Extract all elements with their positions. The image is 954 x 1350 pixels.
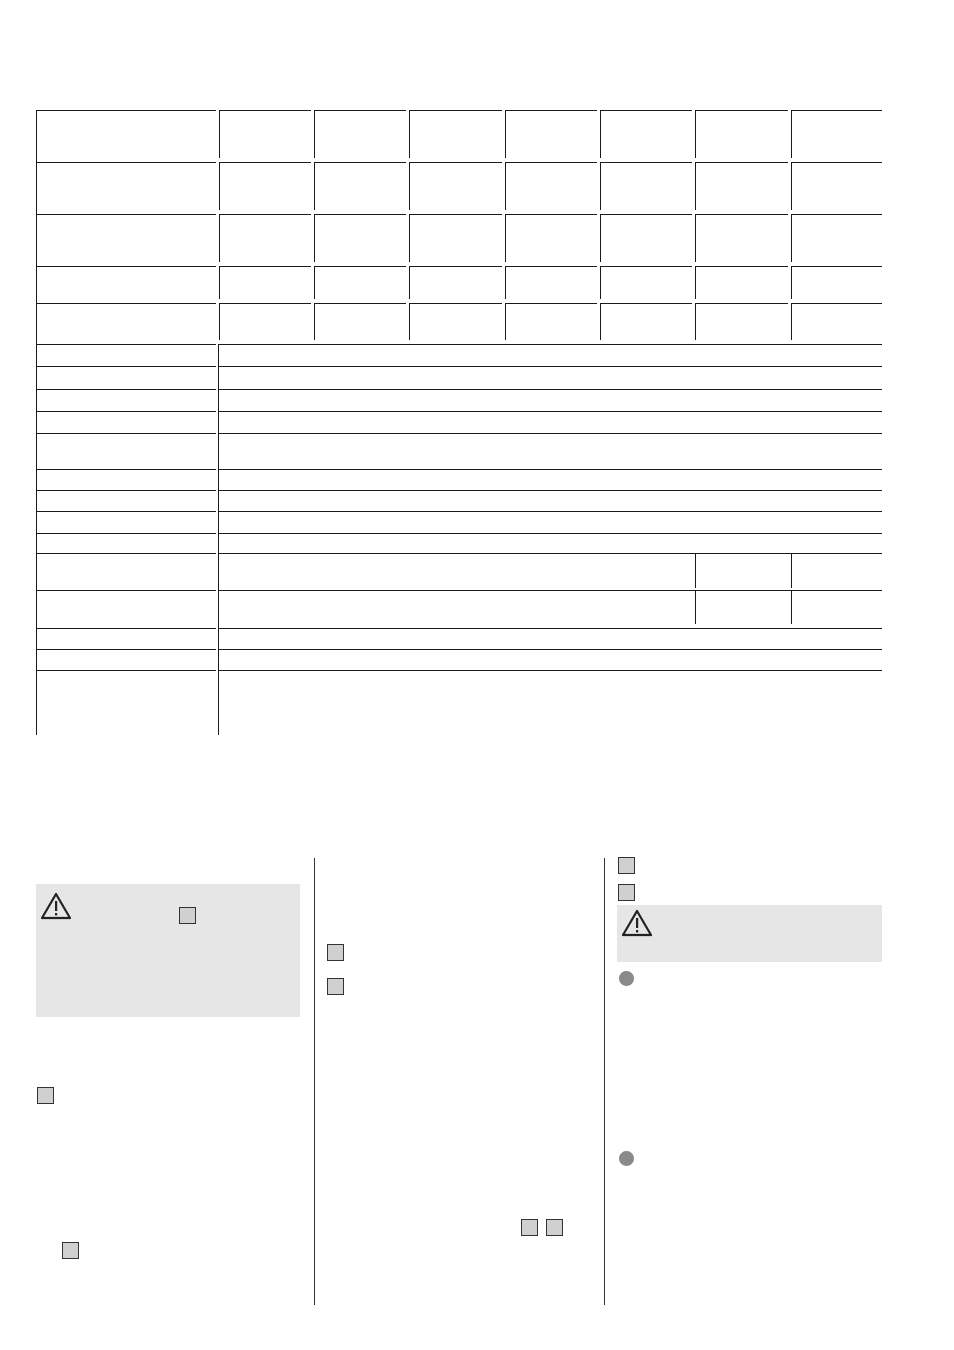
table-cell-top-rule [695, 266, 788, 267]
table-cell-left-rule [695, 303, 696, 340]
table-row-rule-value [219, 553, 692, 554]
bullet-dot [619, 1151, 634, 1166]
table-cell-top-rule [219, 110, 311, 111]
table-cell-left-rule [219, 162, 220, 210]
figure-reference-box [618, 884, 635, 901]
table-cell-left-rule [791, 266, 792, 299]
table-cell-top-rule [219, 303, 311, 304]
table-row-rule-value [219, 366, 882, 367]
table-cell-top-rule [791, 110, 882, 111]
table-row-rule-value [219, 411, 882, 412]
figure-reference-box [37, 1087, 54, 1104]
figure-reference-box [521, 1219, 538, 1236]
table-cell-left-rule [505, 110, 506, 158]
table-cell-left-rule [600, 110, 601, 158]
table-cell-left-rule [314, 303, 315, 340]
table-cell-top-rule [600, 214, 692, 215]
table-cell-left-rule [314, 266, 315, 299]
figure-reference-box [62, 1242, 79, 1259]
table-cell-top-rule [219, 214, 311, 215]
table-cell-top-rule [36, 110, 216, 111]
table-cell-top-rule [36, 162, 216, 163]
table-cell-top-rule [791, 162, 882, 163]
table-cell-top-rule [314, 266, 406, 267]
table-row-rule-label [36, 511, 216, 512]
table-left-border [36, 110, 37, 735]
warning-triangle-icon [621, 909, 653, 937]
table-cell-left-rule [219, 266, 220, 299]
table-row-rule-label [36, 649, 216, 650]
table-row-rule-value [219, 670, 882, 671]
table-cell-top-rule [409, 110, 502, 111]
table-cell-left-rule [695, 590, 696, 624]
table-cell-top-rule [505, 110, 597, 111]
table-cell-left-rule [505, 214, 506, 262]
table-cell-left-rule [409, 303, 410, 340]
table-cell-top-rule [600, 162, 692, 163]
table-row-rule-label [36, 533, 216, 534]
table-row-rule-label [36, 469, 216, 470]
figure-reference-box [179, 907, 196, 924]
table-cell-top-rule [600, 266, 692, 267]
table-cell-left-rule [695, 162, 696, 210]
table-cell-left-rule [695, 553, 696, 588]
table-cell-left-rule [695, 110, 696, 158]
table-row-rule-value [219, 344, 882, 345]
warning-triangle-icon [40, 892, 72, 920]
table-cell-left-rule [600, 266, 601, 299]
warning-panel-right [617, 905, 882, 962]
table-cell-left-rule [505, 162, 506, 210]
table-cell-left-rule [314, 162, 315, 210]
table-row-rule-label [36, 389, 216, 390]
table-row-rule-label [36, 490, 216, 491]
table-label-separator [218, 344, 219, 735]
table-cell-left-rule [791, 214, 792, 262]
table-cell-top-rule [314, 162, 406, 163]
table-cell-left-rule [600, 303, 601, 340]
column-divider-1 [314, 858, 315, 1305]
table-row-rule-value [219, 389, 882, 390]
table-cell-left-rule [219, 214, 220, 262]
table-row-rule-label [36, 590, 216, 591]
table-cell-top-rule [409, 303, 502, 304]
table-cell-left-rule [409, 214, 410, 262]
table-cell-left-rule [409, 162, 410, 210]
figure-reference-box [327, 944, 344, 961]
table-cell-left-rule [409, 110, 410, 158]
table-row-rule-label [36, 433, 216, 434]
table-cell-top-rule [600, 303, 692, 304]
table-cell-left-rule [600, 162, 601, 210]
figure-reference-box [327, 978, 344, 995]
table-cell-left-rule [314, 110, 315, 158]
table-row-rule-value [219, 433, 882, 434]
table-row-rule-label [36, 553, 216, 554]
table-row-rule-value [219, 490, 882, 491]
table-cell-top-rule [505, 266, 597, 267]
table-row-rule-label [36, 344, 216, 345]
table-cell-top-rule [409, 266, 502, 267]
table-cell-top-rule [36, 266, 216, 267]
table-cell-top-rule [409, 214, 502, 215]
table-cell-left-rule [791, 303, 792, 340]
table-cell-top-rule [791, 303, 882, 304]
table-cell-left-rule [409, 266, 410, 299]
table-cell-left-rule [314, 214, 315, 262]
table-row-rule-label [36, 366, 216, 367]
table-cell-top-rule [314, 110, 406, 111]
table-row-rule-label [36, 670, 216, 671]
bullet-dot [619, 971, 634, 986]
figure-reference-box [618, 857, 635, 874]
table-cell-left-rule [791, 162, 792, 210]
table-row-rule-value [219, 533, 882, 534]
table-cell-left-rule [791, 590, 792, 624]
table-cell-top-rule [505, 303, 597, 304]
table-cell-left-rule [791, 110, 792, 158]
table-cell-top-rule [36, 303, 216, 304]
table-cell-left-rule [505, 266, 506, 299]
figure-reference-box [546, 1219, 563, 1236]
table-cell-top-rule [314, 303, 406, 304]
table-cell-top-rule [409, 162, 502, 163]
table-cell-top-rule [695, 303, 788, 304]
table-cell-left-rule [695, 214, 696, 262]
table-cell-top-rule [505, 162, 597, 163]
warning-panel-left [36, 884, 300, 1017]
table-cell-top-rule [314, 214, 406, 215]
table-row-rule-value [219, 469, 882, 470]
table-cell-left-rule [219, 110, 220, 158]
table-cell-left-rule [505, 303, 506, 340]
table-cell-top-rule [505, 214, 597, 215]
table-row-rule-value [219, 511, 882, 512]
table-cell-top-rule [791, 266, 882, 267]
table-row-rule-value [219, 649, 882, 650]
table-row-rule-value [219, 628, 882, 629]
table-cell-left-rule [219, 303, 220, 340]
table-cell-top-rule [695, 162, 788, 163]
table-cell-top-rule [695, 214, 788, 215]
table-cell-left-rule [600, 214, 601, 262]
table-cell-top-rule [791, 214, 882, 215]
table-cell-top-rule [695, 110, 788, 111]
table-cell-top-rule [219, 162, 311, 163]
table-cell-top-rule [600, 110, 692, 111]
table-row-rule-label [36, 628, 216, 629]
table-cell-left-rule [791, 553, 792, 588]
table-cell-top-rule [219, 266, 311, 267]
table-row-rule-label [36, 411, 216, 412]
table-cell-left-rule [695, 266, 696, 299]
table-row-rule-value [219, 590, 692, 591]
table-cell-top-rule [36, 214, 216, 215]
column-divider-2 [604, 858, 605, 1305]
